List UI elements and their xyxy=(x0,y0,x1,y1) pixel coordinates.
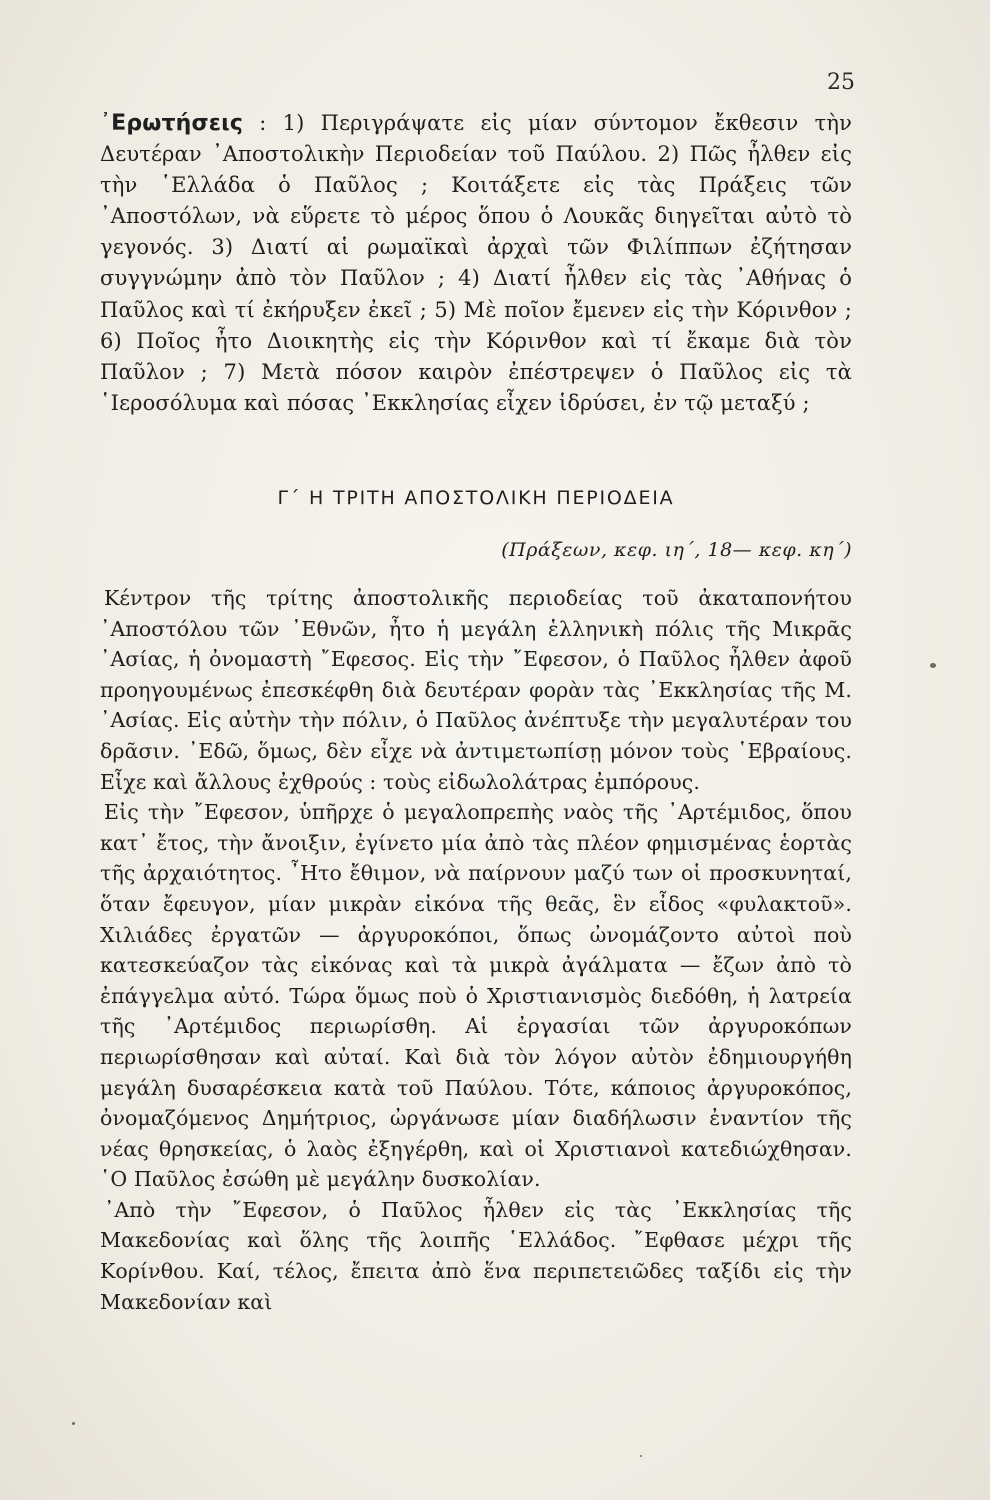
questions-label: ᾿Ερωτήσεις xyxy=(100,111,244,136)
body-paragraph-1: Κέντρον τῆς τρίτης ἀποστολικῆς περιοδείας τοῦ ἀκαταπονήτου ᾿Αποστόλου τῶν ᾿Εθνῶν, ἦτο ἡ μεγάλη ἑλληνικὴ πόλις τῆς Μικρᾶς ᾿Ασίας, ἡ ὀνομαστὴ ῎Εφεσος. Εἰς τὴν ῎Εφεσον, ὁ Παῦλος ἦλθεν ἀφοῦ προηγουμένως ἐπεσκέφθη διὰ δευτέραν φορὰν τὰς ᾿Εκκλησίας τῆς Μ. ᾿Ασίας. Εἰς αὐτὴν τὴν πόλιν, ὁ Παῦλος ἀνέπτυξε τὴν μεγαλυτέραν του δρᾶσιν. ᾿Εδῶ, ὅμως, δὲν εἶχε νὰ ἀντιμετωπίσῃ μόνον τοὺς ῾Εβραίους. Εἶχε καὶ ἄλλους ἐχθρούς : τοὺς εἰδωλολάτρας ἐμπόρους. xyxy=(100,586,852,794)
paper-speck xyxy=(72,1422,75,1425)
chapter-body xyxy=(100,583,852,1317)
questions-paragraph xyxy=(100,108,852,419)
body-paragraph-3: ᾿Απὸ τὴν ῎Εφεσον, ὁ Παῦλος ἦλθεν εἰς τὰς ᾿Εκκλησίας τῆς Μακεδονίας καὶ ὅλης τῆς λοιπῆς ῾Ελλάδος. ῎Εφθασε μέχρι τῆς Κορίνθου. Καί, τέλος, ἔπειτα ἀπὸ ἕνα περιπετειῶδες ταξίδι εἰς τὴν Μακεδονίαν καὶ xyxy=(100,1197,852,1314)
chapter-heading: Γ΄ Η ΤΡΙΤΗ ΑΠΟΣΤΟΛΙΚΗ ΠΕΡΙΟΔΕΙΑ xyxy=(277,487,675,509)
questions-text: : 1) Περιγράψατε εἰς μίαν σύντομον ἔκθεσιν τὴν Δευτέραν ᾿Αποστολικὴν Περιοδείαν τοῦ Παύλου. 2) Πῶς ἦλθεν εἰς τὴν ῾Ελλάδα ὁ Παῦλος ; Κοιτάξετε εἰς τὰς Πράξεις τῶν ᾿Αποστόλων, νὰ εὕρετε τὸ μέρος ὅπου ὁ Λουκᾶς διηγεῖται αὐτὸ τὸ γεγονός. 3) Διατί αἱ ρωμαϊκαὶ ἀρχαὶ τῶν Φιλίππων ἐζήτησαν συγγνώμην ἀπὸ τὸν Παῦλον ; 4) Διατί ἦλθεν εἰς τὰς ᾿Αθήνας ὁ Παῦλος καὶ τί ἐκήρυξεν ἐκεῖ ; 5) Μὲ ποῖον ἔμενεν εἰς τὴν Κόρινθον ; 6) Ποῖος ἦτο Διοικητὴς εἰς τὴν Κόρινθον καὶ τί ἔκαμε διὰ τὸν Παῦλον ; 7) Μετὰ πόσον καιρὸν ἐπέστρεψεν ὁ Παῦλος εἰς τὰ ῾Ιεροσόλυμα καὶ πόσας ᾿Εκκλησίας εἶχεν ἱδρύσει, ἐν τῷ μεταξύ ; xyxy=(100,111,852,415)
paper-speck xyxy=(640,1455,642,1457)
chapter-reference: (Πράξεων, κεφ. ιη΄, 18— κεφ. κη΄) xyxy=(501,539,852,561)
paper-speck xyxy=(930,663,936,668)
page-number: 25 xyxy=(827,70,855,95)
body-paragraph-2: Εἰς τὴν ῎Εφεσον, ὑπῆρχε ὁ μεγαλοπρεπὴς ναὸς τῆς ᾿Αρτέμιδος, ὅπου κατ᾿ ἔτος, τὴν ἄνοιξιν, ἐγίνετο μία ἀπὸ τὰς πλέον φημισμένας ἑορτὰς τῆς ἀρχαιότητος. ῏Ητο ἔθιμον, νὰ παίρνουν μαζύ των οἱ προσκυνηταί, ὅταν ἔφευγον, μίαν μικρὰν εἰκόνα τῆς θεᾶς, ἓν εἶδος «φυλακτοῦ». Χιλιάδες ἐργατῶν — ἀργυροκόποι, ὅπως ὠνομάζοντο αὐτοὶ ποὺ κατεσκεύαζον τὰς εἰκόνας καὶ τὰ μικρὰ ἀγάλματα — ἔζων ἀπὸ τὸ ἐπάγγελμα αὐτό. Τώρα ὅμως ποὺ ὁ Χριστιανισμὸς διεδόθη, ἡ λατρεία τῆς ᾿Αρτέμιδος περιωρίσθη. Αἱ ἐργασίαι τῶν ἀργυροκόπων περιωρίσθησαν καὶ αὐταί. Καὶ διὰ τὸν λόγον αὐτὸν ἐδημιουργήθη μεγάλη δυσαρέσκεια κατὰ τοῦ Παύλου. Τότε, κάποιος ἀργυροκόπος, ὀνομαζόμενος Δημήτριος, ὠργάνωσε μίαν διαδήλωσιν ἐναντίον τῆς νέας θρησκείας, ὁ λαὸς ἐξηγέρθη, καὶ οἱ Χριστιανοὶ κατεδιώχθησαν. ῾Ο Παῦλος ἐσώθη μὲ μεγάλην δυσκολίαν. xyxy=(100,800,852,1192)
